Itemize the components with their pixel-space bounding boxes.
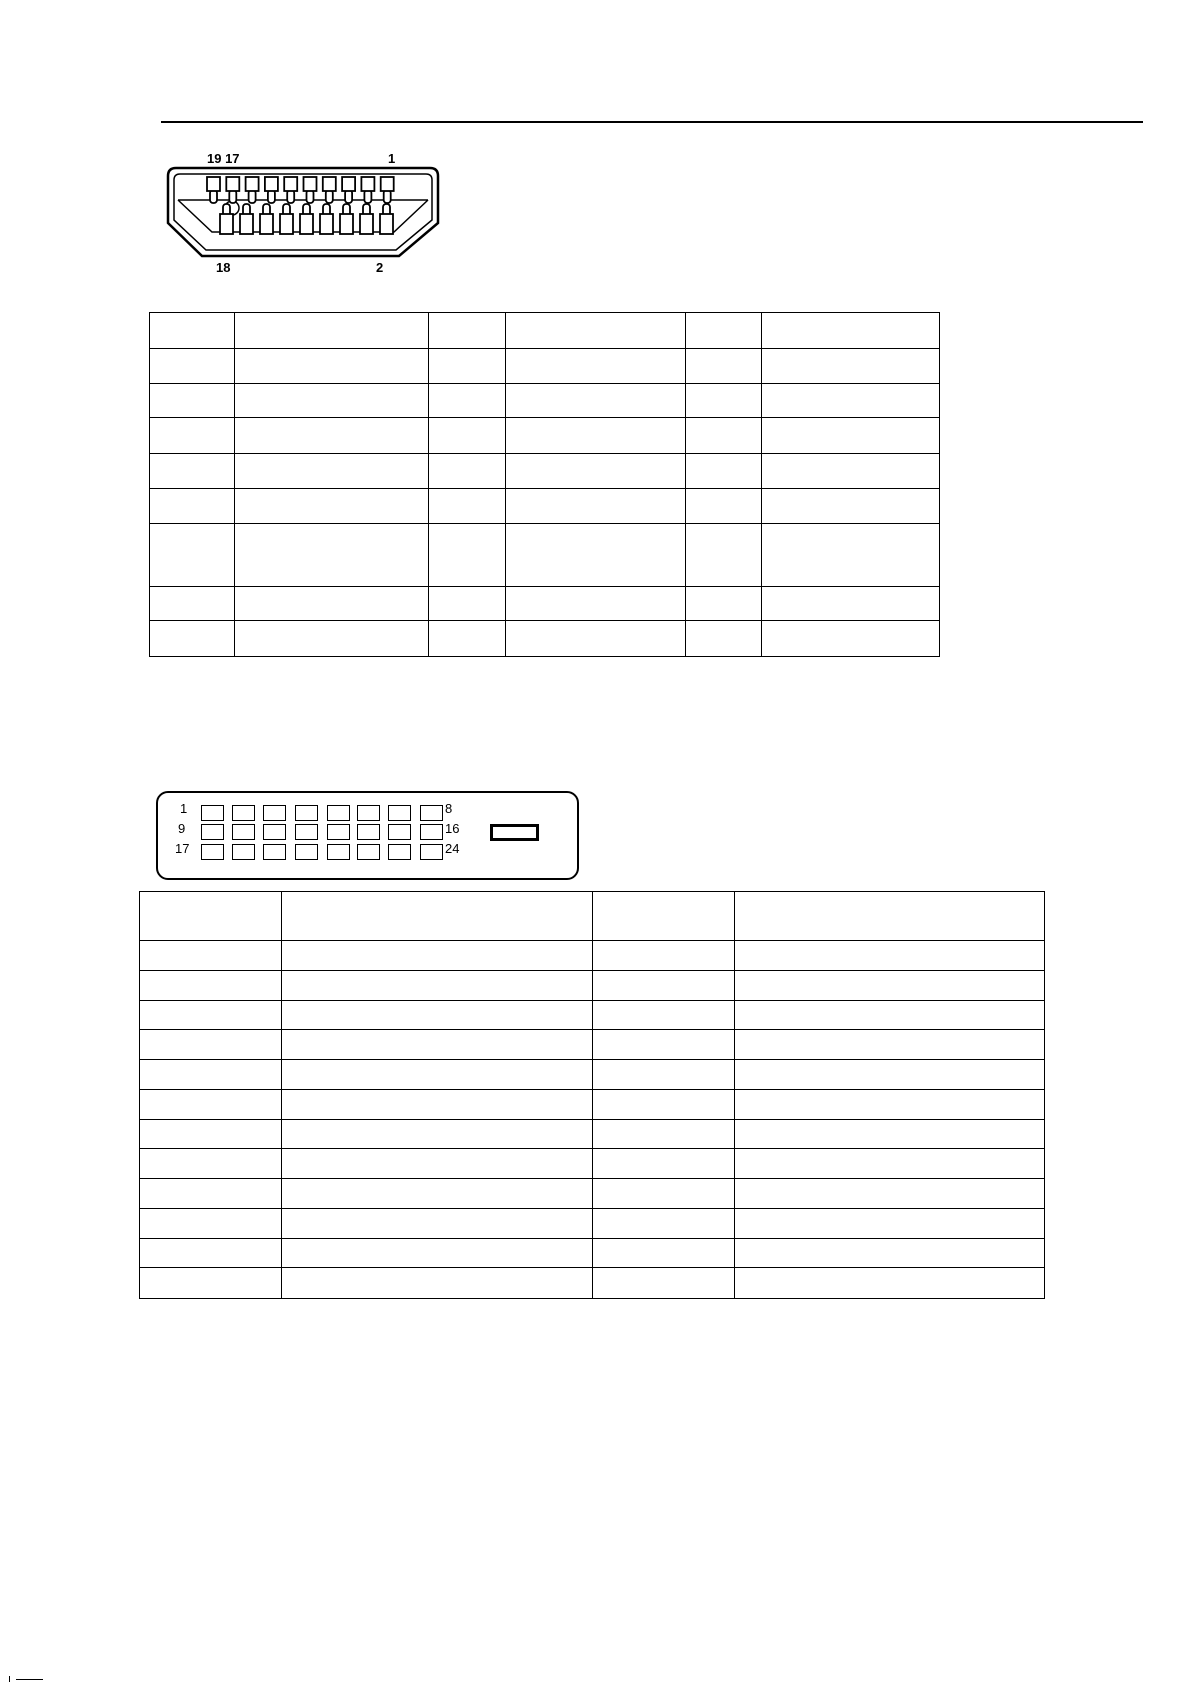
table-cell	[282, 1239, 593, 1268]
dvi-pin	[357, 824, 380, 840]
dvi-pin	[263, 824, 286, 840]
table-header-cell	[150, 313, 235, 349]
table-cell	[762, 349, 940, 384]
dvi-pin	[295, 805, 318, 821]
dvi-pin	[232, 805, 255, 821]
table-row	[150, 418, 940, 454]
hdmi-pin-top	[304, 177, 317, 191]
table-cell	[429, 454, 506, 489]
table-cell	[506, 349, 686, 384]
table-cell	[506, 489, 686, 524]
table-cell	[429, 621, 506, 657]
table-cell	[686, 489, 762, 524]
hdmi-label-pin-18: 18	[216, 260, 231, 275]
table-cell	[762, 418, 940, 454]
table-row	[140, 1030, 1045, 1060]
table-cell	[235, 418, 429, 454]
dvi-pin	[232, 844, 255, 860]
hdmi-label-pin-1: 1	[388, 151, 396, 166]
table-cell	[762, 524, 940, 587]
table-cell	[593, 941, 735, 971]
table-cell	[593, 1120, 735, 1149]
table-cell	[140, 971, 282, 1001]
table-cell	[235, 454, 429, 489]
hdmi-pin-lead	[364, 190, 371, 203]
hdmi-pin-top	[342, 177, 355, 191]
table-cell	[593, 1060, 735, 1090]
table-cell	[593, 1090, 735, 1120]
dvi-pin	[201, 844, 224, 860]
table-row	[140, 941, 1045, 971]
dvi-label-pin-1: 1	[180, 801, 188, 816]
hdmi-pin-bottom	[340, 214, 353, 234]
table-cell	[140, 1060, 282, 1090]
table-cell	[593, 1030, 735, 1060]
dvi-pin	[327, 824, 350, 840]
table-row	[150, 349, 940, 384]
table-cell	[686, 384, 762, 418]
table-cell	[140, 1030, 282, 1060]
hdmi-pin-bottom	[320, 214, 333, 234]
hdmi-pin-bottom	[280, 214, 293, 234]
hdmi-pin-bottom	[260, 214, 273, 234]
hdmi-pin-top	[381, 177, 394, 191]
hdmi-pin-lead	[384, 190, 391, 203]
table-cell	[762, 489, 940, 524]
table-row	[140, 1149, 1045, 1179]
table-row	[140, 1239, 1045, 1268]
table-cell	[762, 384, 940, 418]
table-cell	[762, 621, 940, 657]
table-cell	[282, 1179, 593, 1209]
table-cell	[686, 418, 762, 454]
table-cell	[593, 1179, 735, 1209]
hdmi-pin-lead	[268, 190, 275, 203]
table-cell	[735, 941, 1045, 971]
table-header-row	[140, 892, 1045, 941]
table-cell	[506, 524, 686, 587]
table-cell	[140, 1090, 282, 1120]
table-cell	[235, 349, 429, 384]
hdmi-pin-top	[246, 177, 259, 191]
table-cell	[282, 1120, 593, 1149]
dvi-pin	[420, 805, 443, 821]
hdmi-pin-top	[226, 177, 239, 191]
dvi-pin	[357, 844, 380, 860]
table-cell	[150, 621, 235, 657]
hdmi-pin-top	[207, 177, 220, 191]
dvi-pin	[388, 805, 411, 821]
table-header-cell	[282, 892, 593, 941]
table-cell	[506, 418, 686, 454]
table-header-cell	[140, 892, 282, 941]
table-row	[150, 621, 940, 657]
table-cell	[686, 587, 762, 621]
table-cell	[235, 621, 429, 657]
table-cell	[282, 1030, 593, 1060]
table-cell	[282, 1268, 593, 1299]
hdmi-pin-bottom	[240, 214, 253, 234]
table-cell	[686, 454, 762, 489]
table-cell	[235, 489, 429, 524]
table-cell	[686, 349, 762, 384]
table-header-cell	[593, 892, 735, 941]
hdmi-label-pin-2: 2	[376, 260, 384, 275]
table-row	[140, 1209, 1045, 1239]
dvi-pin	[232, 824, 255, 840]
dvi-pin	[263, 805, 286, 821]
table-cell	[762, 587, 940, 621]
table-cell	[150, 489, 235, 524]
page-edge-mark	[16, 1679, 43, 1680]
dvi-pin	[420, 844, 443, 860]
table-cell	[282, 941, 593, 971]
table-cell	[282, 1209, 593, 1239]
table-row	[150, 587, 940, 621]
dvi-pin	[263, 844, 286, 860]
table-cell	[150, 587, 235, 621]
dvi-pin	[201, 805, 224, 821]
header-rule	[161, 121, 1143, 123]
hdmi-label-pins-19-17: 19 17	[207, 151, 240, 166]
table-cell	[506, 587, 686, 621]
hdmi-pin-top	[361, 177, 374, 191]
dvi-ground-blade	[490, 824, 539, 841]
table-cell	[150, 349, 235, 384]
dvi-pin	[420, 824, 443, 840]
table-cell	[686, 621, 762, 657]
table-row	[150, 524, 940, 587]
table-row	[140, 1120, 1045, 1149]
table-cell	[593, 1268, 735, 1299]
hdmi-connector-diagram	[166, 150, 442, 276]
table-cell	[429, 349, 506, 384]
table-row	[150, 489, 940, 524]
table-header-cell	[429, 313, 506, 349]
dvi-pin	[295, 824, 318, 840]
table-row	[140, 1179, 1045, 1209]
dvi-pin	[327, 805, 350, 821]
dvi-pin	[388, 824, 411, 840]
table-cell	[282, 1060, 593, 1090]
table-row	[140, 971, 1045, 1001]
hdmi-pin-table	[149, 312, 940, 657]
hdmi-pin-lead	[326, 190, 333, 203]
hdmi-pin-bottom	[380, 214, 393, 234]
table-cell	[735, 1149, 1045, 1179]
table-cell	[593, 1001, 735, 1030]
table-cell	[140, 1001, 282, 1030]
table-header-row	[150, 313, 940, 349]
dvi-label-pin-17: 17	[175, 841, 190, 856]
table-cell	[735, 1090, 1045, 1120]
table-cell	[282, 1090, 593, 1120]
table-cell	[735, 1268, 1045, 1299]
table-cell	[686, 524, 762, 587]
table-row	[140, 1001, 1045, 1030]
table-cell	[150, 454, 235, 489]
table-cell	[150, 384, 235, 418]
table-cell	[735, 1239, 1045, 1268]
table-header-cell	[235, 313, 429, 349]
dvi-pin	[295, 844, 318, 860]
table-cell	[429, 587, 506, 621]
table-cell	[282, 971, 593, 1001]
dvi-pin-table	[139, 891, 1045, 1299]
table-cell	[429, 384, 506, 418]
table-cell	[140, 1239, 282, 1268]
dvi-label-pin-9: 9	[178, 821, 186, 836]
table-cell	[593, 1239, 735, 1268]
table-cell	[282, 1001, 593, 1030]
hdmi-pin-top	[323, 177, 336, 191]
table-row	[140, 1060, 1045, 1090]
table-cell	[735, 971, 1045, 1001]
table-cell	[140, 941, 282, 971]
table-header-cell	[735, 892, 1045, 941]
hdmi-pin-top	[265, 177, 278, 191]
table-cell	[735, 1120, 1045, 1149]
table-cell	[140, 1179, 282, 1209]
table-cell	[506, 454, 686, 489]
hdmi-pin-bottom	[220, 214, 233, 234]
hdmi-pin-lead	[249, 190, 256, 203]
table-cell	[150, 524, 235, 587]
table-row	[140, 1268, 1045, 1299]
hdmi-pin-lead	[287, 190, 294, 203]
table-cell	[506, 621, 686, 657]
hdmi-pin-top	[284, 177, 297, 191]
table-row	[140, 1090, 1045, 1120]
dvi-pin	[327, 844, 350, 860]
table-cell	[429, 489, 506, 524]
table-cell	[735, 1001, 1045, 1030]
table-cell	[235, 524, 429, 587]
table-cell	[735, 1060, 1045, 1090]
table-cell	[735, 1209, 1045, 1239]
table-row	[150, 454, 940, 489]
dvi-pin	[201, 824, 224, 840]
table-cell	[140, 1149, 282, 1179]
dvi-label-pin-8: 8	[445, 801, 453, 816]
hdmi-pin-lead	[229, 190, 236, 203]
table-cell	[235, 384, 429, 418]
dvi-label-pin-24: 24	[445, 841, 460, 856]
table-cell	[593, 1209, 735, 1239]
table-header-cell	[762, 313, 940, 349]
table-cell	[593, 971, 735, 1001]
table-cell	[762, 454, 940, 489]
page-edge-mark	[9, 1676, 10, 1682]
hdmi-pin-bottom	[360, 214, 373, 234]
table-cell	[735, 1179, 1045, 1209]
table-row	[150, 384, 940, 418]
table-cell	[140, 1120, 282, 1149]
table-cell	[735, 1030, 1045, 1060]
table-cell	[235, 587, 429, 621]
dvi-label-pin-16: 16	[445, 821, 460, 836]
table-cell	[593, 1149, 735, 1179]
table-header-cell	[506, 313, 686, 349]
table-cell	[429, 418, 506, 454]
table-cell	[506, 384, 686, 418]
dvi-pin	[357, 805, 380, 821]
table-header-cell	[686, 313, 762, 349]
dvi-pin	[388, 844, 411, 860]
hdmi-pin-bottom	[300, 214, 313, 234]
hdmi-pin-lead	[307, 190, 314, 203]
hdmi-pin-lead	[345, 190, 352, 203]
table-cell	[140, 1268, 282, 1299]
table-cell	[429, 524, 506, 587]
table-cell	[150, 418, 235, 454]
table-cell	[282, 1149, 593, 1179]
table-cell	[140, 1209, 282, 1239]
hdmi-pin-lead	[210, 190, 217, 203]
